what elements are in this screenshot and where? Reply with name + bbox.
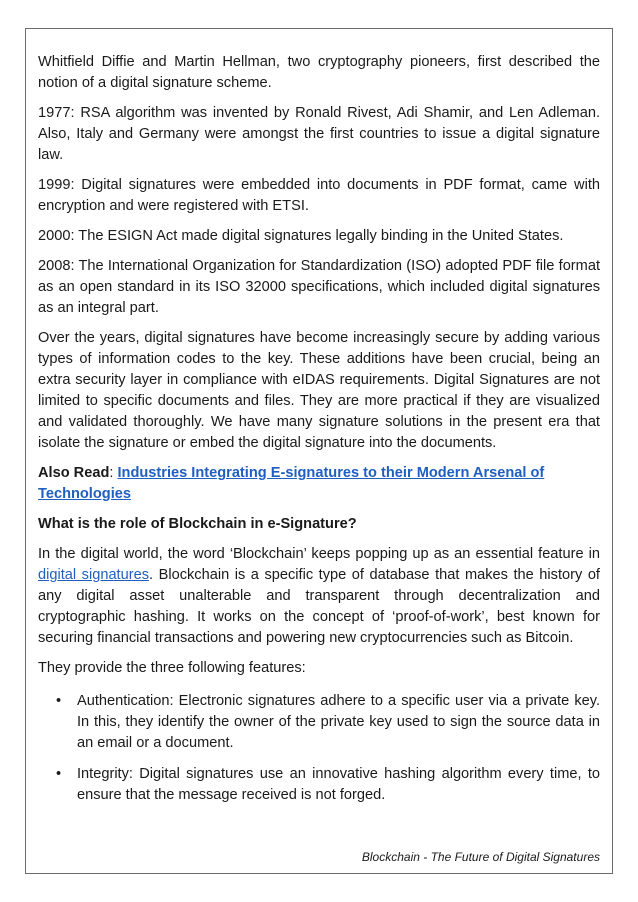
feature-integrity: Integrity: Digital signatures use an innovative hashing algorithm every time, to ensure that the message received is not forged. (77, 766, 600, 803)
section-heading: What is the role of Blockchain in e-Signature? (38, 516, 357, 532)
paragraph-1977: 1977: RSA algorithm was invented by Ronald Rivest, Adi Shamir, and Len Adleman. Also, Italy and Germany were amongst the first countries to issue a digital signature law. (38, 105, 600, 163)
list-item (38, 764, 600, 806)
also-read-link[interactable]: Industries Integrating E-signatures to their Modern Arsenal of Technologies (38, 465, 545, 502)
features-intro: They provide the three following features: (38, 660, 306, 676)
paragraph-over-the-years: Over the years, digital signatures have become increasingly secure by adding various types of information codes to the key. These additions have been crucial, being an extra security layer in compliance with eIDAS requirements. Digital Signatures are not limited to specific documents and files. They are more practical if they are visualized and validated thoroughly. We have many signature solutions in the present era that isolate the signature or embed the digital signature into the documents. (38, 330, 600, 451)
also-read-separator: : (109, 465, 118, 481)
feature-authentication: Authentication: Electronic signatures adhere to a specific user via a private key. In this, they identify the owner of the private key used to sign the source data in an email or a document. (77, 693, 600, 751)
paragraph-1999: 1999: Digital signatures were embedded into documents in PDF format, came with encryption and were registered with ETSI. (38, 177, 600, 214)
paragraph-diffie-hellman: Whitfield Diffie and Martin Hellman, two cryptography pioneers, first described the notion of a digital signature scheme. (38, 54, 600, 91)
list-item (38, 691, 600, 754)
page-footer: Blockchain - The Future of Digital Signatures (361, 850, 600, 864)
also-read (38, 463, 600, 505)
paragraph-2008: 2008: The International Organization for Standardization (ISO) adopted PDF file format as an open standard in its ISO 32000 specifications, which included digital signatures as an integral part. (38, 258, 600, 316)
blockchain-text-before: In the digital world, the word ‘Blockchain’ keeps popping up as an essential feature in (38, 546, 600, 562)
also-read-label: Also Read (38, 465, 110, 481)
features-list (38, 691, 600, 806)
blockchain-text-after: . Blockchain is a specific type of database that makes the history of any digital asset unalterable and transparent through decentralization and cryptographic hashing. It works on the concept of ‘proof-of-work’, best known for securing financial transactions and powering new cryptocurrencies such as Bitcoin. (38, 567, 600, 646)
digital-signatures-link[interactable]: digital signatures (38, 567, 150, 583)
bullet-icon: • (56, 766, 62, 782)
paragraph-2000: 2000: The ESIGN Act made digital signatures legally binding in the United States. (38, 228, 564, 244)
blockchain-paragraph (38, 544, 600, 649)
document-body (38, 52, 600, 816)
bullet-icon: • (56, 693, 62, 709)
